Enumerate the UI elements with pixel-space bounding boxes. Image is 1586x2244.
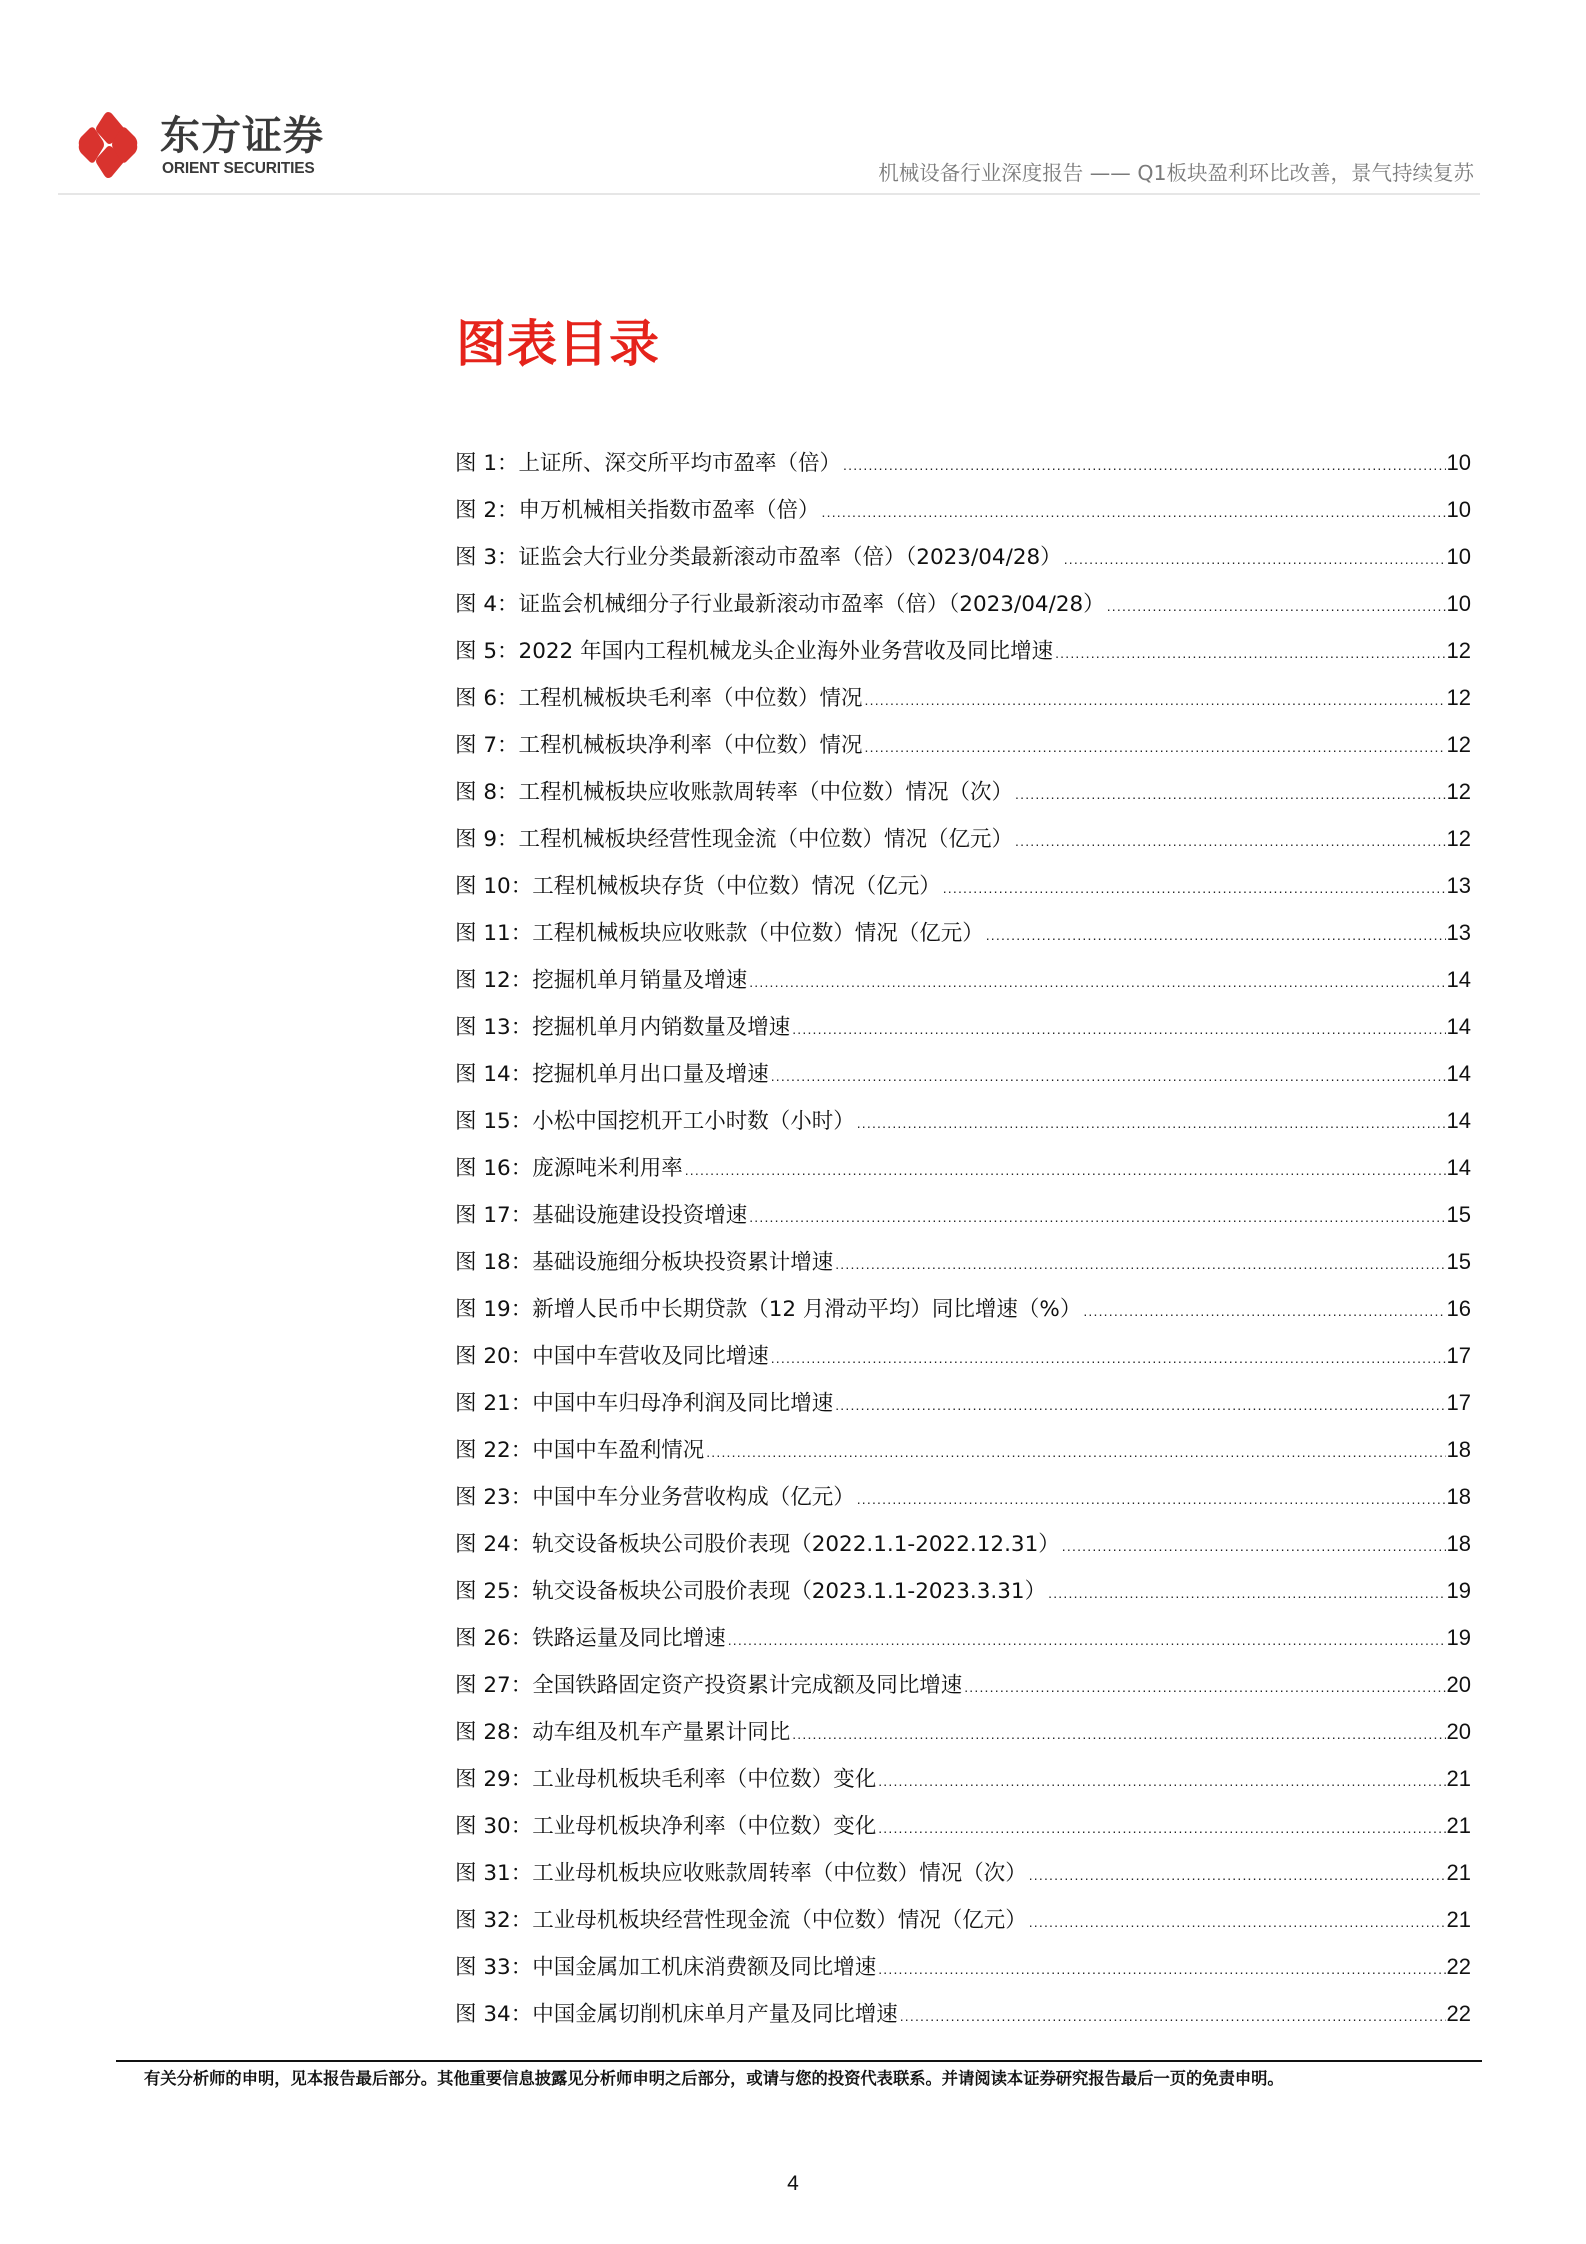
toc-entry-page: 14 (1446, 1061, 1471, 1086)
toc-entry[interactable] (455, 1154, 1471, 1201)
toc-entry-page: 17 (1446, 1343, 1471, 1368)
toc-entry-label: 图 20：中国中车营收及同比增速 (455, 1344, 769, 1369)
dot-leader (835, 1250, 1445, 1278)
dot-leader (857, 1485, 1446, 1513)
dot-leader (1015, 780, 1445, 808)
dot-leader (843, 451, 1446, 479)
toc-entry-label: 图 2：申万机械相关指数市盈率（倍） (455, 498, 820, 523)
toc-entry-page: 18 (1446, 1531, 1471, 1556)
toc-entry-page: 22 (1446, 2001, 1471, 2026)
toc-entry-page: 13 (1446, 873, 1471, 898)
dot-leader (706, 1438, 1445, 1466)
toc-entry-page: 14 (1446, 1014, 1471, 1039)
toc-entry[interactable] (455, 1859, 1471, 1906)
toc-entry-page: 19 (1446, 1625, 1471, 1650)
toc-entry-page: 10 (1446, 591, 1471, 616)
toc-entry-page: 12 (1446, 638, 1471, 663)
toc-entry-label: 图 19：新增人民币中长期贷款（12 月滑动平均）同比增速（%） (455, 1297, 1082, 1322)
toc-entry[interactable] (455, 496, 1471, 543)
dot-leader (835, 1391, 1445, 1419)
toc-entry-page: 10 (1446, 544, 1471, 569)
toc-entry-label: 图 16：庞源吨米利用率 (455, 1156, 683, 1181)
toc-entry-label: 图 32：工业母机板块经营性现金流（中位数）情况（亿元） (455, 1908, 1027, 1933)
report-title: 机械设备行业深度报告 —— Q1板块盈利环比改善，景气持续复苏 (878, 161, 1474, 185)
toc-entry-page: 18 (1446, 1437, 1471, 1462)
dot-leader (792, 1015, 1445, 1043)
toc-entry[interactable] (455, 1342, 1471, 1389)
toc-entry[interactable] (455, 1107, 1471, 1154)
toc-entry-page: 13 (1446, 920, 1471, 945)
toc-entry[interactable] (455, 2000, 1471, 2047)
toc-entry[interactable] (455, 1013, 1471, 1060)
toc-entry[interactable] (455, 919, 1471, 966)
toc-entry-label: 图 11：工程机械板块应收账款（中位数）情况（亿元） (455, 921, 984, 946)
dot-leader (1055, 639, 1445, 667)
dot-leader (857, 1109, 1446, 1137)
toc-entry[interactable] (455, 449, 1471, 496)
toc-entry-page: 10 (1446, 450, 1471, 475)
toc-entry-page: 12 (1446, 732, 1471, 757)
toc-entry[interactable] (455, 637, 1471, 684)
toc-entry[interactable] (455, 684, 1471, 731)
toc-entry-label: 图 34：中国金属切削机床单月产量及同比增速 (455, 2002, 898, 2027)
dot-leader (1015, 827, 1445, 855)
toc-entry-page: 21 (1446, 1813, 1471, 1838)
toc-entry-label: 图 9：工程机械板块经营性现金流（中位数）情况（亿元） (455, 827, 1014, 852)
toc-entry-page: 18 (1446, 1484, 1471, 1509)
toc-entry[interactable] (455, 1953, 1471, 2000)
dot-leader (865, 686, 1446, 714)
toc-entry-page: 20 (1446, 1672, 1471, 1697)
toc-entry[interactable] (455, 1577, 1471, 1624)
toc-entry-label: 图 14：挖掘机单月出口量及增速 (455, 1062, 769, 1087)
toc-entry[interactable] (455, 1906, 1471, 1953)
toc-entry-label: 图 31：工业母机板块应收账款周转率（中位数）情况（次） (455, 1861, 1027, 1886)
toc-entry-page: 14 (1446, 1155, 1471, 1180)
toc-entry-label: 图 22：中国中车盈利情况 (455, 1438, 705, 1463)
toc-entry[interactable] (455, 1483, 1471, 1530)
toc-entry-label: 图 4：证监会机械细分子行业最新滚动市盈率（倍）（2023/04/28） (455, 592, 1105, 617)
disclaimer-note: 有关分析师的申明，见本报告最后部分。其他重要信息披露见分析师申明之后部分，或请与您的投资代表联系。并请阅读本证券研究报告最后一页的免责申明。 (144, 2069, 1284, 2088)
toc-entry[interactable] (455, 590, 1471, 637)
toc-entry[interactable] (455, 1812, 1471, 1859)
toc-entry-label: 图 1：上证所、深交所平均市盈率（倍） (455, 451, 842, 476)
toc-entry[interactable] (455, 778, 1471, 825)
toc-entry-page: 20 (1446, 1719, 1471, 1744)
dot-leader (822, 498, 1446, 526)
dot-leader (865, 733, 1446, 761)
dot-leader (900, 2002, 1446, 2030)
toc-entry-label: 图 24：轨交设备板块公司股价表现（2022.1.1-2022.12.31） (455, 1532, 1060, 1557)
toc-entry[interactable] (455, 1060, 1471, 1107)
toc-entry-label: 图 29：工业母机板块毛利率（中位数）变化 (455, 1767, 877, 1792)
footer-divider (116, 2060, 1482, 2062)
dot-leader (986, 921, 1446, 949)
toc-entry-label: 图 15：小松中国挖机开工小时数（小时） (455, 1109, 855, 1134)
page-title: 图表目录 (456, 315, 660, 373)
brand-name-cn: 东方证券 (160, 113, 324, 159)
toc-entry-label: 图 33：中国金属加工机床消费额及同比增速 (455, 1955, 877, 1980)
dot-leader (685, 1156, 1446, 1184)
toc-entry-label: 图 8：工程机械板块应收账款周转率（中位数）情况（次） (455, 780, 1014, 805)
toc-entry-label: 图 7：工程机械板块净利率（中位数）情况 (455, 733, 863, 758)
dot-leader (1048, 1579, 1445, 1607)
toc-entry-label: 图 13：挖掘机单月内销数量及增速 (455, 1015, 791, 1040)
toc-entry-page: 21 (1446, 1907, 1471, 1932)
toc-entry-label: 图 5：2022 年国内工程机械龙头企业海外业务营收及同比增速 (455, 639, 1054, 664)
dot-leader (878, 1814, 1445, 1842)
toc-entry-page: 16 (1446, 1296, 1471, 1321)
toc-entry-label: 图 17：基础设施建设投资增速 (455, 1203, 748, 1228)
dot-leader (1029, 1908, 1446, 1936)
toc-entry-page: 15 (1446, 1202, 1471, 1227)
toc-entry-page: 14 (1446, 967, 1471, 992)
dot-leader (749, 968, 1445, 996)
dot-leader (943, 874, 1446, 902)
toc-entry-label: 图 28：动车组及机车产量累计同比 (455, 1720, 791, 1745)
toc-entry-label: 图 3：证监会大行业分类最新滚动市盈率（倍）（2023/04/28） (455, 545, 1062, 570)
toc-entry-label: 图 21：中国中车归母净利润及同比增速 (455, 1391, 834, 1416)
dot-leader (728, 1626, 1446, 1654)
toc-entry-page: 21 (1446, 1860, 1471, 1885)
toc-entry[interactable] (455, 731, 1471, 778)
toc-entry[interactable] (455, 966, 1471, 1013)
toc-entry[interactable] (455, 825, 1471, 872)
orient-securities-logo-icon (76, 110, 140, 180)
dot-leader (1083, 1297, 1445, 1325)
page-number: 4 (787, 2172, 799, 2195)
toc-entry-page: 12 (1446, 826, 1471, 851)
toc-entry-label: 图 27：全国铁路固定资产投资累计完成额及同比增速 (455, 1673, 963, 1698)
toc-entry[interactable] (455, 1530, 1471, 1577)
toc-entry-page: 19 (1446, 1578, 1471, 1603)
dot-leader (771, 1344, 1446, 1372)
toc-entry[interactable] (455, 1671, 1471, 1718)
toc-entry-label: 图 30：工业母机板块净利率（中位数）变化 (455, 1814, 877, 1839)
toc-entry-page: 17 (1446, 1390, 1471, 1415)
toc-entry-page: 15 (1446, 1249, 1471, 1274)
toc-entry-page: 12 (1446, 685, 1471, 710)
dot-leader (878, 1767, 1445, 1795)
dot-leader (749, 1203, 1445, 1231)
toc-entry[interactable] (455, 1436, 1471, 1483)
dot-leader (1107, 592, 1446, 620)
toc-entry[interactable] (455, 1295, 1471, 1342)
toc-entry-page: 12 (1446, 779, 1471, 804)
brand-name-en: ORIENT SECURITIES (162, 160, 315, 177)
toc-entry-page: 22 (1446, 1954, 1471, 1979)
toc-entry[interactable] (455, 1624, 1471, 1671)
toc-entry-label: 图 6：工程机械板块毛利率（中位数）情况 (455, 686, 863, 711)
dot-leader (1029, 1861, 1446, 1889)
toc-entry-label: 图 25：轨交设备板块公司股价表现（2023.1.1-2023.3.31） (455, 1579, 1047, 1604)
toc-entry-page: 14 (1446, 1108, 1471, 1133)
toc-entry[interactable] (455, 1765, 1471, 1812)
toc-entry[interactable] (455, 1389, 1471, 1436)
toc-entry-label: 图 10：工程机械板块存货（中位数）情况（亿元） (455, 874, 941, 899)
toc-entry-page: 10 (1446, 497, 1471, 522)
toc-entry-label: 图 18：基础设施细分板块投资累计增速 (455, 1250, 834, 1275)
dot-leader (878, 1955, 1445, 1983)
figure-list (455, 449, 1471, 2047)
dot-leader (1064, 545, 1446, 573)
toc-entry[interactable] (455, 1718, 1471, 1765)
toc-entry-label: 图 12：挖掘机单月销量及增速 (455, 968, 748, 993)
toc-entry-label: 图 23：中国中车分业务营收构成（亿元） (455, 1485, 855, 1510)
dot-leader (964, 1673, 1445, 1701)
dot-leader (792, 1720, 1445, 1748)
dot-leader (1062, 1532, 1446, 1560)
toc-entry[interactable] (455, 543, 1471, 590)
toc-entry[interactable] (455, 1248, 1471, 1295)
toc-entry[interactable] (455, 1201, 1471, 1248)
toc-entry-label: 图 26：铁路运量及同比增速 (455, 1626, 726, 1651)
header-divider (58, 193, 1480, 195)
toc-entry-page: 21 (1446, 1766, 1471, 1791)
toc-entry[interactable] (455, 872, 1471, 919)
dot-leader (771, 1062, 1446, 1090)
